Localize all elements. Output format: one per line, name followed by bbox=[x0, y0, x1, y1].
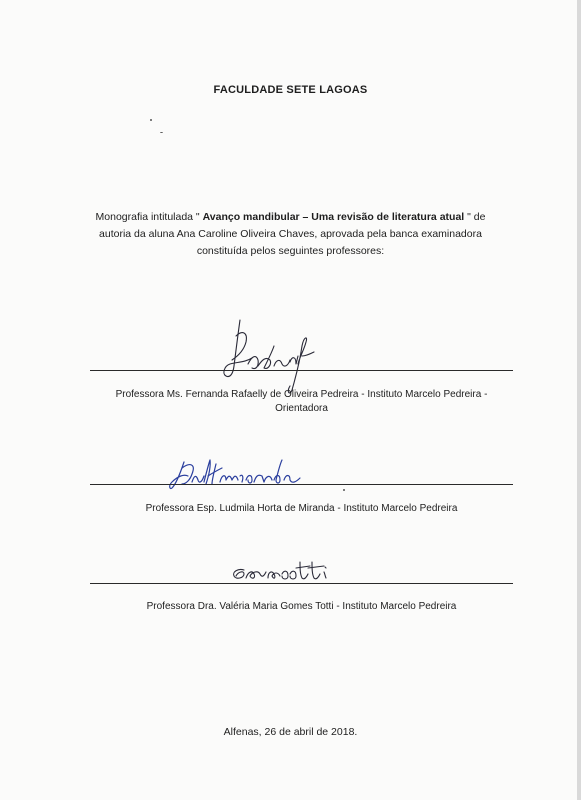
scan-speck bbox=[160, 132, 163, 133]
scan-speck bbox=[150, 119, 152, 121]
page-edge bbox=[577, 0, 581, 800]
approval-statement bbox=[80, 209, 501, 260]
examiner-1-name: Professora Ms. Fernanda Rafaelly de Oliveira Pedreira - Instituto Marcelo Pedreira - Orientadora bbox=[115, 389, 488, 414]
signature-line-1 bbox=[90, 370, 513, 371]
scan-speck bbox=[343, 489, 345, 491]
place-and-date: Alfenas, 26 de abril de 2018. bbox=[223, 726, 358, 738]
institution-heading: FACULDADE SETE LAGOAS bbox=[213, 84, 368, 96]
signature-ludmila-miranda bbox=[162, 454, 312, 494]
monograph-title: Avanço mandibular – Uma revisão de literatura atual bbox=[202, 211, 465, 223]
signature-line-3 bbox=[90, 583, 513, 584]
examiner-3-name: Professora Dra. Valéria Maria Gomes Totti - Instituto Marcelo Pedreira bbox=[146, 601, 457, 612]
signature-fernanda-pedreira bbox=[218, 316, 318, 396]
examiner-2-name: Professora Esp. Ludmila Horta de Miranda - Instituto Marcelo Pedreira bbox=[145, 503, 458, 514]
signature-line-2 bbox=[90, 484, 513, 485]
statement-intro: Monografia intitulada " bbox=[95, 211, 203, 223]
statement-body: " de autoria da aluna Ana Caroline Oliveira Chaves, aprovada pela banca examinadora constituída pelos seguintes professores: bbox=[99, 211, 486, 257]
